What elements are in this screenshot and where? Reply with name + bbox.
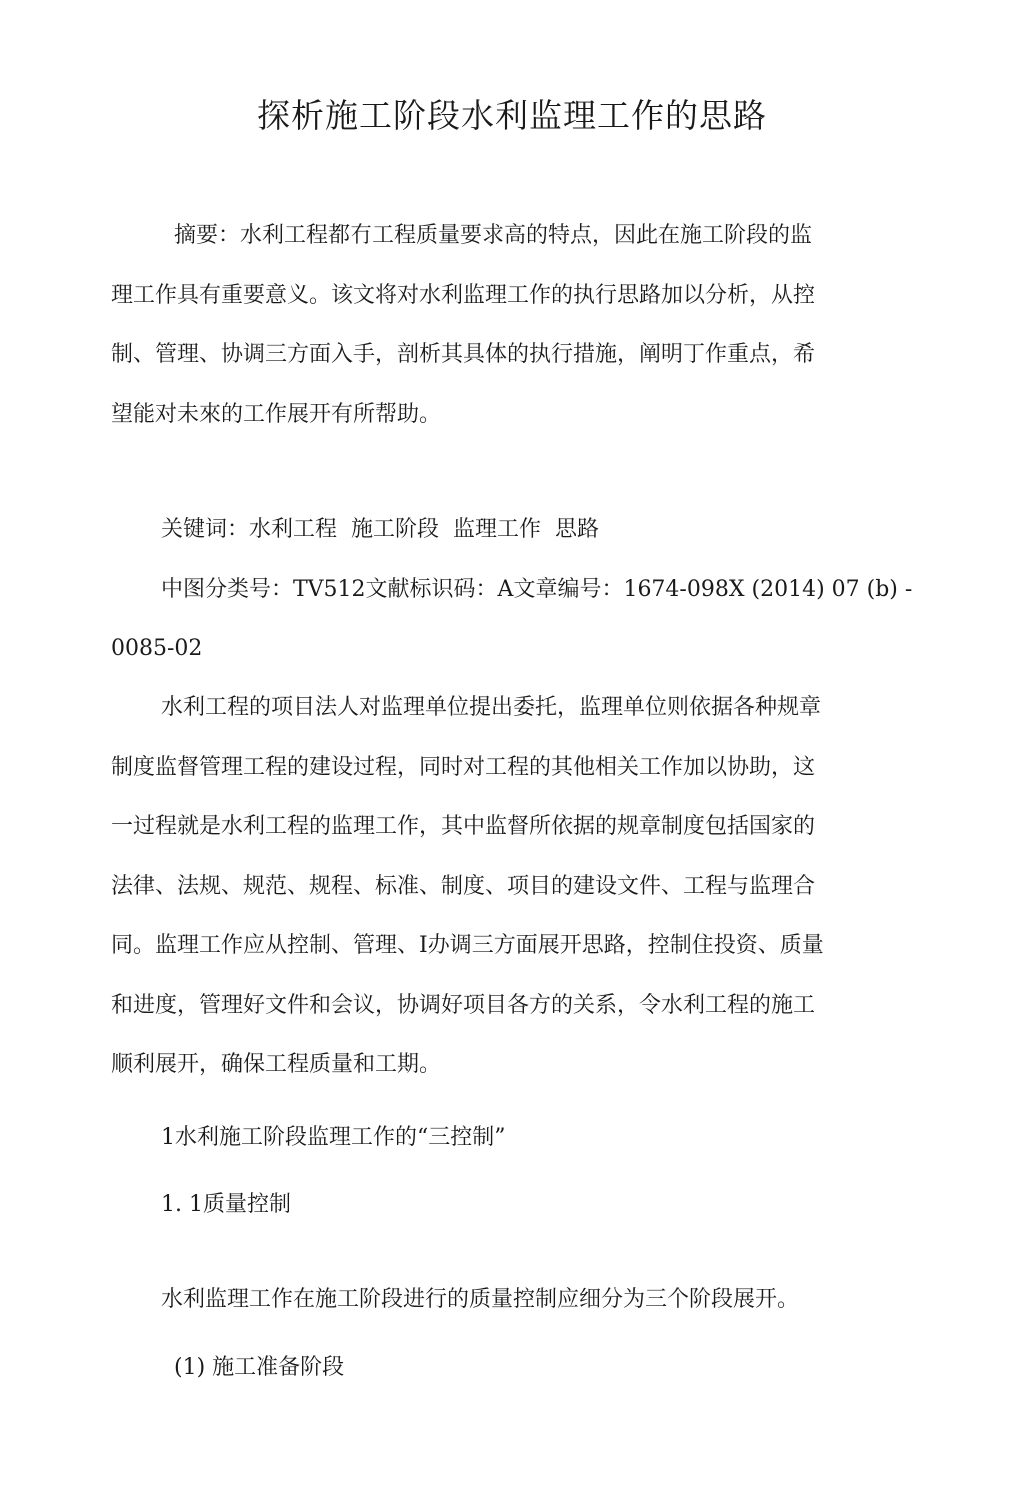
body-line: 法律、法规、规范、规程、标准、制度、项目的建设文件、工程与监理合 [111, 873, 816, 899]
abstract-line: 制、管理、协调三方面入手，剖析其具体的执行措施，阐明丁作重点，希 [111, 342, 816, 367]
body-line: 水利工程的项目法人对监理单位提出委托，监理单位则依据各种规章 [161, 695, 822, 720]
abstract-line: 望能对未來的工作展开有所帮助。 [111, 401, 442, 427]
body-line: 制度监督管理工程的建设过程，同时对工程的其他相关工作加以协助，这 [111, 754, 816, 780]
abstract-line: 理工作具有重要意义。该文将对水利监理工作的执行思路加以分析，从控 [111, 282, 816, 308]
body-line: 和进度，管理好文件和会议，协调好项目各方的关系，令水利工程的施工 [111, 992, 816, 1018]
body-line: 顺利展开，确保工程质量和工期。 [111, 1052, 442, 1077]
classification-line: 0085-02 [111, 636, 203, 661]
document-title: 探析施工阶段水利监理工作的思路 [257, 96, 767, 135]
body-line: 同。监理工作应从控制、管理、I办调三方面展开思路，控制住投资、质量 [111, 933, 824, 958]
classification-line: 中图分类号：TV512文献标识码：A文章编号：1674-098X (2014) 07 (b) - [161, 576, 913, 602]
abstract-paragraph [111, 206, 891, 444]
subsection-heading: 1. 1质量控制 [161, 1192, 291, 1217]
metadata-block [111, 500, 913, 679]
quality-paragraph: 水利监理工作在施工阶段进行的质量控制应细分为三个阶段展开。 [161, 1287, 800, 1312]
section-heading: 1水利施工阶段监理工作的“三控制” [161, 1125, 506, 1150]
stage-heading: (1) 施工准备阶段 [174, 1355, 345, 1380]
keywords-line: 关键词：水利工程 施工阶段 监理工作 思路 [161, 517, 599, 542]
abstract-line: 摘要：水利工程都冇工程质量要求高的特点，因此在施工阶段的监 [174, 223, 813, 248]
intro-paragraph [111, 678, 891, 1095]
body-line: 一过程就是水利工程的监理工作，其中监督所依据的规章制度包括国家的 [111, 814, 816, 839]
